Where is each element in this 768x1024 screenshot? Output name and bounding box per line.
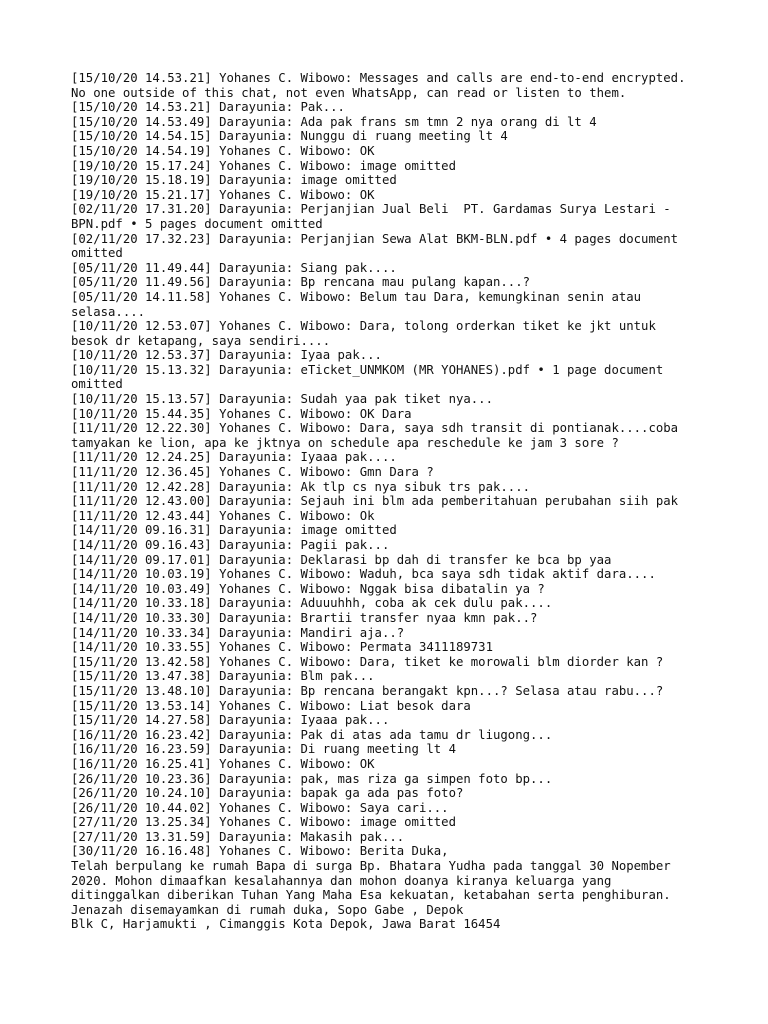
- transcript-line: [26/11/20 10.24.10] Darayunia: bapak ga ada pas foto?: [71, 786, 464, 801]
- transcript-line: omitted: [71, 377, 123, 392]
- transcript-line: [15/10/20 14.53.21] Yohanes C. Wibowo: Messages and calls are end-to-end encrypted.: [71, 71, 686, 85]
- transcript-line: [10/11/20 12.53.07] Yohanes C. Wibowo: Dara, tolong orderkan tiket ke jkt untuk: [71, 319, 656, 334]
- transcript-line: [26/11/20 10.23.36] Darayunia: pak, mas riza ga simpen foto bp...: [71, 771, 553, 786]
- transcript-line: [15/11/20 13.42.58] Yohanes C. Wibowo: Dara, tiket ke morowali blm diorder kan ?: [71, 654, 664, 669]
- transcript-line: [14/11/20 10.33.18] Darayunia: Aduuuhhh, coba ak cek dulu pak....: [71, 596, 553, 611]
- transcript-line: [30/11/20 16.16.48] Yohanes C. Wibowo: Berita Duka,: [71, 844, 449, 859]
- transcript-line: [19/10/20 15.18.19] Darayunia: image omitted: [71, 173, 397, 188]
- transcript-line: ditinggalkan diberikan Tuhan Yang Maha Esa kekuatan, ketabahan serta penghiburan.: [71, 888, 671, 903]
- transcript-line: [10/11/20 12.53.37] Darayunia: Iyaa pak...: [71, 348, 382, 363]
- transcript-line: Jenazah disemayamkan di rumah duka, Sopo Gabe , Depok: [71, 902, 464, 917]
- transcript-line: [14/11/20 10.03.49] Yohanes C. Wibowo: Nggak bisa dibatalin ya ?: [71, 581, 545, 596]
- transcript-line: [15/11/20 13.47.38] Darayunia: Blm pak...: [71, 669, 375, 684]
- transcript-line: [27/11/20 13.31.59] Darayunia: Makasih pak...: [71, 829, 405, 844]
- transcript-line: [11/11/20 12.43.44] Yohanes C. Wibowo: Ok: [71, 508, 375, 523]
- transcript-line: besok dr ketapang, saya sendiri....: [71, 333, 331, 348]
- transcript-line: omitted: [71, 246, 123, 261]
- transcript-line: [15/11/20 13.48.10] Darayunia: Bp rencana berangakt kpn...? Selasa atau rabu...?: [71, 683, 664, 698]
- transcript-line: [11/11/20 12.36.45] Yohanes C. Wibowo: Gmn Dara ?: [71, 465, 434, 480]
- transcript-line: Telah berpulang ke rumah Bapa di surga Bp. Bhatara Yudha pada tanggal 30 Nopember: [71, 859, 671, 874]
- transcript-line: [15/10/20 14.53.21] Darayunia: Pak...: [71, 100, 345, 115]
- transcript-line: [10/11/20 15.44.35] Yohanes C. Wibowo: OK Dara: [71, 406, 412, 421]
- transcript-line: [02/11/20 17.31.20] Darayunia: Perjanjian Jual Beli PT. Gardamas Surya Lestari -: [71, 202, 671, 217]
- transcript-line: [05/11/20 14.11.58] Yohanes C. Wibowo: Belum tau Dara, kemungkinan senin atau: [71, 289, 642, 304]
- transcript-line: [10/11/20 15.13.32] Darayunia: eTicket_UNMKOM (MR YOHANES).pdf • 1 page document: [71, 362, 664, 377]
- transcript-line: [05/11/20 11.49.44] Darayunia: Siang pak....: [71, 260, 397, 275]
- transcript-line: [11/11/20 12.43.00] Darayunia: Sejauh ini blm ada pemberitahuan perubahan siih pak: [71, 494, 679, 509]
- transcript-line: [02/11/20 17.32.23] Darayunia: Perjanjian Sewa Alat BKM-BLN.pdf • 4 pages document: [71, 231, 679, 246]
- chat-transcript: [71, 71, 761, 932]
- transcript-line: [16/11/20 16.25.41] Yohanes C. Wibowo: OK: [71, 756, 375, 771]
- transcript-line: [11/11/20 12.22.30] Yohanes C. Wibowo: Dara, saya sdh transit di pontianak....coba: [71, 421, 679, 436]
- transcript-line: [19/10/20 15.17.24] Yohanes C. Wibowo: image omitted: [71, 158, 456, 173]
- transcript-line: [14/11/20 09.16.43] Darayunia: Pagii pak...: [71, 538, 390, 552]
- transcript-line: [26/11/20 10.44.02] Yohanes C. Wibowo: Saya cari...: [71, 800, 449, 815]
- transcript-line: [11/11/20 12.42.28] Darayunia: Ak tlp cs nya sibuk trs pak....: [71, 479, 531, 494]
- transcript-line: [16/11/20 16.23.42] Darayunia: Pak di atas ada tamu dr liugong...: [71, 727, 553, 742]
- transcript-line: selasa....: [71, 304, 146, 319]
- transcript-line: [15/10/20 14.53.49] Darayunia: Ada pak frans sm tmn 2 nya orang di lt 4: [71, 114, 597, 129]
- transcript-line: [14/11/20 10.03.19] Yohanes C. Wibowo: Waduh, bca saya sdh tidak aktif dara....: [71, 567, 656, 582]
- transcript-line: [14/11/20 09.16.31] Darayunia: image omitted: [71, 523, 397, 538]
- transcript-line: [19/10/20 15.21.17] Yohanes C. Wibowo: OK: [71, 187, 375, 202]
- transcript-line: No one outside of this chat, not even WhatsApp, can read or listen to them.: [71, 85, 627, 100]
- transcript-line: [15/10/20 14.54.19] Yohanes C. Wibowo: OK: [71, 143, 375, 158]
- transcript-line: tamyakan ke lion, apa ke jktnya on schedule apa reschedule ke jam 3 sore ?: [71, 435, 619, 450]
- transcript-line: [10/11/20 15.13.57] Darayunia: Sudah yaa pak tiket nya...: [71, 392, 493, 407]
- transcript-line: 2020. Mohon dimaafkan kesalahannya dan mohon doanya kiranya keluarga yang: [71, 873, 612, 888]
- transcript-line: [05/11/20 11.49.56] Darayunia: Bp rencana mau pulang kapan...?: [71, 275, 531, 290]
- transcript-line: [15/11/20 14.27.58] Darayunia: Iyaaa pak...: [71, 713, 390, 728]
- transcript-line: [16/11/20 16.23.59] Darayunia: Di ruang meeting lt 4: [71, 742, 456, 757]
- transcript-line: [14/11/20 10.33.30] Darayunia: Brartii transfer nyaa kmn pak..?: [71, 610, 538, 625]
- transcript-line: Blk C, Harjamukti , Cimanggis Kota Depok, Jawa Barat 16454: [71, 917, 501, 932]
- transcript-line: [15/11/20 13.53.14] Yohanes C. Wibowo: Liat besok dara: [71, 698, 471, 713]
- transcript-line: [14/11/20 10.33.55] Yohanes C. Wibowo: Permata 3411189731: [71, 640, 493, 655]
- transcript-line: [14/11/20 10.33.34] Darayunia: Mandiri aja..?: [71, 625, 405, 640]
- transcript-line: [27/11/20 13.25.34] Yohanes C. Wibowo: image omitted: [71, 815, 456, 830]
- transcript-line: [11/11/20 12.24.25] Darayunia: Iyaaa pak....: [71, 450, 397, 465]
- transcript-line: BPN.pdf • 5 pages document omitted: [71, 216, 323, 231]
- transcript-line: [15/10/20 14.54.15] Darayunia: Nunggu di ruang meeting lt 4: [71, 129, 508, 144]
- transcript-line: [14/11/20 09.17.01] Darayunia: Deklarasi bp dah di transfer ke bca bp yaa: [71, 552, 612, 567]
